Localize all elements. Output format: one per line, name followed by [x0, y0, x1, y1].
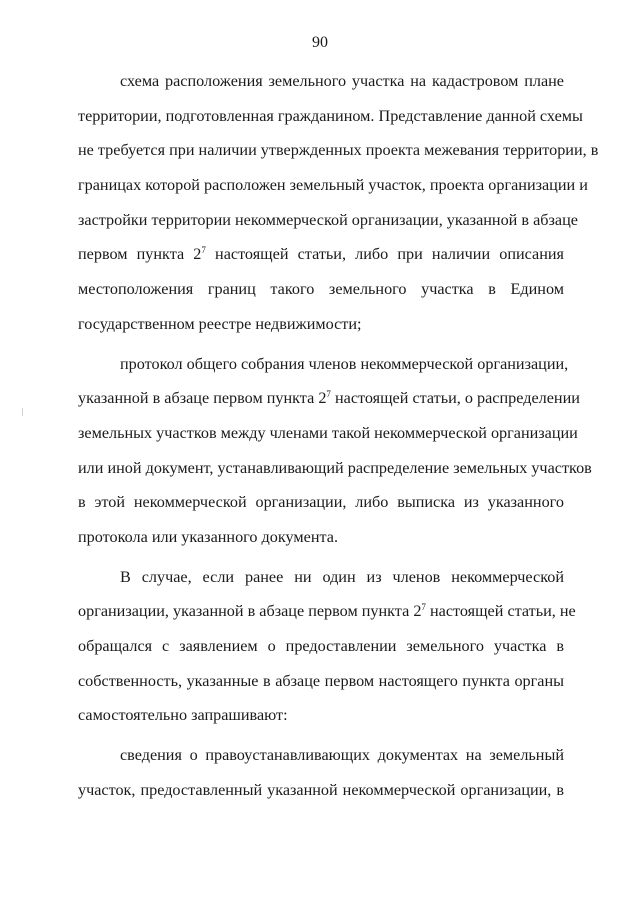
text-line: не требуется при наличии утвержденных проекта межевания территории, в: [78, 141, 599, 160]
superscript: 7: [421, 602, 426, 613]
text-line: или иной документ, устанавливающий распределение земельных участков: [78, 458, 592, 477]
text-line: границах которой расположен земельный участок, проекта организации и: [78, 176, 588, 195]
text-segment: настоящей статьи, о распределении: [330, 389, 580, 408]
text-line: протокола или указанного документа.: [78, 527, 338, 546]
text-line: территории, подготовленная гражданином. Представление данной схемы: [78, 106, 583, 125]
text-segment: первом пункта 2: [78, 245, 202, 264]
text-line: государственном реестре недвижимости;: [78, 314, 362, 333]
text-line: [78, 381, 580, 416]
text-segment: указанной в абзаце первом пункта 2: [78, 389, 327, 408]
document-body: [78, 64, 599, 807]
text-line: самостоятельно запрашивают:: [78, 706, 288, 725]
text-segment: организации, указанной в абзаце первом пункта 2: [78, 602, 422, 621]
text-line: схема расположения земельного участка на кадастровом плане: [120, 72, 564, 90]
text-line: протокол общего собрания членов некоммерческой организации,: [120, 354, 569, 373]
text-segment: настоящей статьи, либо при наличии описания: [205, 245, 564, 264]
text-line: [78, 237, 564, 272]
text-segment: настоящей статьи, не: [425, 602, 576, 621]
text-line: в этой некоммерческой организации, либо выписка из указанного: [78, 493, 564, 512]
text-line: местоположения границ такого земельного участка в Едином: [78, 280, 564, 299]
superscript: 7: [201, 245, 206, 256]
text-line: земельных участков между членами такой некоммерческой организации: [78, 423, 578, 442]
superscript: 7: [326, 389, 331, 400]
text-line: собственность, указанные в абзаце первом настоящего пункта органы: [78, 671, 564, 690]
text-line: В случае, если ранее ни один из членов некоммерческой: [120, 567, 564, 586]
text-line: сведения о правоустанавливающих документах на земельный: [120, 746, 564, 765]
page-number: 90: [312, 34, 328, 51]
text-line: участок, предоставленный указанной некоммерческой организации, в: [78, 780, 564, 799]
margin-mark: [22, 408, 23, 416]
text-line: обращался с заявлением о предоставлении земельного участка в: [78, 637, 564, 655]
text-line: застройки территории некоммерческой организации, указанной в абзаце: [78, 210, 578, 229]
text-line: [78, 594, 576, 629]
